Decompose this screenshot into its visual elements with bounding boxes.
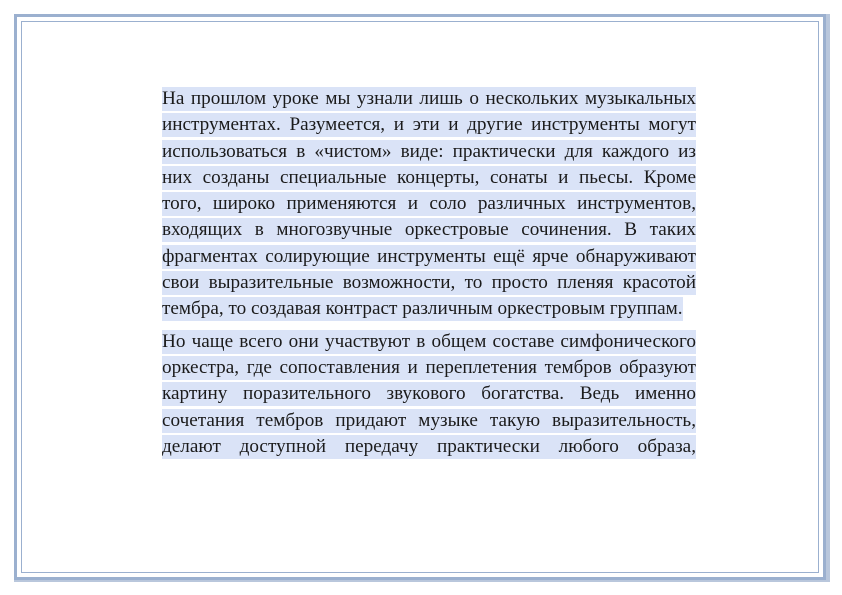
paragraph-1-text: На прошлом уроке мы узнали лишь о нескольких музыкальных инструментах. Разумеется, и эти и другие инструменты могут использоваться в «чистом» виде: практически для каждого из них созданы специальные концерты, сонаты и пьесы. Кроме того, широко применяются и соло различных инструментов, входящих в многозвучные оркестровые сочинения. В таких фрагментах солирующие инструменты ещё ярче обнаруживают свои выразительные возможности, то просто пленяя красотой тембра, то создавая контраст различным оркестровым группам. (162, 88, 696, 320)
paragraph-2 (162, 329, 696, 460)
paragraph-1 (162, 86, 696, 323)
paragraph-2-text: Но чаще всего они участвуют в общем составе симфонического оркестра, где сопоставления и переплетения тембров образуют картину поразительного звукового богатства. Ведь именно сочетания тембров придают музыке такую выразительность, делают доступной передачу практически любого образа, (162, 330, 696, 457)
text-block (162, 86, 696, 460)
frame-shadow-right (826, 14, 830, 582)
